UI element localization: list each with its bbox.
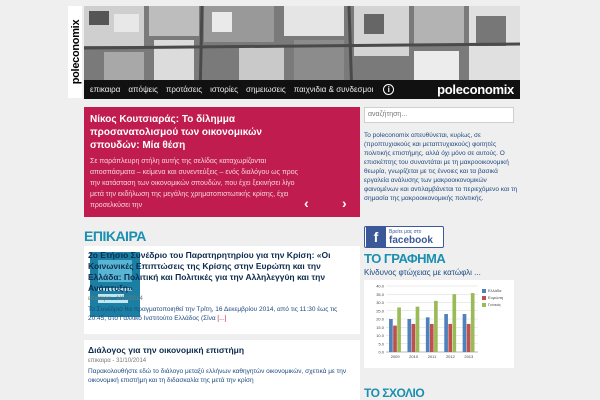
chart-y-tick-label: 20.0 bbox=[376, 316, 384, 322]
article-text bbox=[88, 250, 356, 323]
nav-item-protaseis[interactable]: προτάσεις bbox=[165, 85, 203, 94]
article-excerpt bbox=[88, 305, 356, 323]
chart-x-tick-label: 2013 bbox=[464, 354, 474, 359]
chart-bar bbox=[434, 301, 438, 352]
chart-bar bbox=[471, 293, 475, 352]
chart-y-tick-label: 35.0 bbox=[376, 291, 384, 297]
chart-bar bbox=[389, 319, 393, 352]
article-excerpt-text: Το Συνέδριο θα πραγματοποιηθεί την Τρίτη, 16 Δεκεμβρίου 2014, από τις 11:30 έως τις 20:45, στο Γαλλικό Ινστιτούτο Ελλάδος (Σίνα bbox=[88, 306, 338, 322]
chart-bar bbox=[448, 324, 452, 352]
about-text: Το poleconomix απευθύνεται, κυρίως, σε (προπτυχιακούς και μεταπτυχιακούς) φοιτητές πολιτικής επιστήμης, αλλά όχι μόνο σε αυτούς. Ο επισκέπτης του συναντάται με τη μακροοικονομική θεωρία, γνωρίζεται με τις έννοιες και τα βασικά εργαλεία ανάλυσης των μακροοικονομικών φαινομένων και αντιλαμβάνεται το περιεχόμενο και τη σημασία της μακροοικονομικής πολιτικής. bbox=[364, 132, 518, 202]
article-meta: επικαιρα - 1/12/2014 bbox=[88, 296, 143, 302]
chart-legend-swatch bbox=[482, 289, 486, 293]
chart-x-tick-label: 2011 bbox=[427, 354, 437, 359]
facebook-big-label: facebook bbox=[389, 234, 433, 246]
facebook-small-label: Βρείτε μας στο bbox=[389, 228, 422, 235]
chart-bar bbox=[412, 324, 416, 352]
chart-bar bbox=[467, 324, 471, 352]
graph-subtitle[interactable]: Κίνδυνος φτώχειας με κατώφλι ... bbox=[364, 268, 481, 277]
site-brand[interactable]: poleconomix bbox=[437, 82, 514, 97]
chart-bar bbox=[452, 294, 456, 352]
chart-y-tick-label: 0.0 bbox=[378, 349, 384, 355]
chart-legend-label: Ευρώπη bbox=[488, 295, 504, 300]
chart-bar bbox=[444, 314, 448, 352]
featured-slider bbox=[84, 107, 360, 217]
article-card bbox=[84, 340, 360, 400]
chart-legend-label: Ελλάδα bbox=[488, 288, 502, 293]
slider-body: Σε παράπλευρη στήλη αυτής της σελίδας καταχωρίζονται αποσπάσματα – κείμενα και συνεντεύξεις – ενός διαλόγου ως προς την κατάσταση των οικονομικών σπουδών, που έχει ξεκινήσει λίγο μετά την εκδήλωση της μεγάλης χρηματοπιστωτικής κρίσης, έχει προσελκύσει την bbox=[90, 158, 299, 209]
chart-y-tick-label: 40.0 bbox=[376, 283, 384, 289]
chart-bar bbox=[397, 307, 401, 352]
main-nav bbox=[84, 80, 520, 99]
chart-y-tick-label: 30.0 bbox=[376, 300, 384, 305]
section-heading-epikaira: ΕΠΙΚΑΙΡΑ bbox=[84, 228, 146, 244]
read-more-link[interactable]: [...] bbox=[217, 315, 227, 322]
facebook-icon: f bbox=[366, 227, 386, 247]
poverty-chart[interactable] bbox=[364, 280, 514, 368]
nav-item-istories[interactable]: ιστορίες bbox=[210, 85, 239, 94]
section-heading-graph: ΤΟ ΓΡΑΦΗΜΑ bbox=[364, 251, 446, 266]
article-excerpt: Παρακολουθήστε εδώ το διάλογο μεταξύ ελλήνων καθηγητών οικονομικών, σχετικά με την οικονομική επιστήμη και τη διδασκαλία της μετά την κρίση bbox=[88, 368, 347, 384]
vertical-logo-text: poleconomix bbox=[70, 19, 82, 85]
chart-legend-swatch bbox=[482, 296, 486, 300]
chart-x-tick-label: 2012 bbox=[445, 354, 455, 359]
nav-item-epikaira[interactable]: επικαιρα bbox=[90, 85, 121, 94]
chart-x-tick-label: 2010 bbox=[409, 354, 419, 359]
slider-prev-arrow-icon[interactable]: ‹ bbox=[304, 195, 309, 211]
search-input[interactable] bbox=[364, 107, 514, 123]
chart-bar bbox=[407, 319, 411, 352]
article-card bbox=[84, 246, 360, 334]
facebook-button[interactable] bbox=[364, 226, 444, 248]
section-heading-scholio: ΤΟ ΣΧΟΛΙΟ bbox=[364, 386, 425, 400]
chart-bar bbox=[416, 307, 420, 352]
nav-item-paixnidia[interactable]: παιχνιδια & συνδεσμοι bbox=[293, 85, 374, 94]
article-text bbox=[88, 345, 356, 385]
article-title[interactable]: 2ο Ετήσιο Συνέδριο του Παρατηρητηρίου για την Κρίση: «Οι Κοινωνικές Επιπτώσεις της Κρίσης στην Ευρώπη και την Ελλάδα: Πολιτική και Πολιτικές για την Αλληλεγγύη και την Ανάπτυξη» bbox=[88, 250, 331, 293]
chart-legend-label: Γενικός bbox=[488, 302, 501, 307]
nav-item-apopseis[interactable]: απόψεις bbox=[128, 85, 158, 94]
nav-item-simeioseis[interactable]: σημειωσεις bbox=[246, 85, 286, 94]
slider-next-arrow-icon[interactable]: › bbox=[342, 195, 347, 211]
chart-y-tick-label: 15.0 bbox=[376, 324, 384, 330]
chart-bar bbox=[430, 324, 434, 352]
chart-y-tick-label: 10.0 bbox=[376, 333, 384, 338]
chart-x-tick-label: 2009 bbox=[390, 354, 400, 359]
vertical-site-logo[interactable] bbox=[68, 6, 82, 98]
chart-bar bbox=[426, 317, 430, 352]
facebook-text bbox=[389, 229, 433, 246]
chart-bar bbox=[393, 326, 397, 352]
article-title[interactable]: Διάλογος για την οικονομική επιστήμη bbox=[88, 345, 245, 355]
search-placeholder: αναζήτηση... bbox=[368, 111, 408, 118]
chart-y-tick-label: 5.0 bbox=[378, 341, 384, 347]
info-icon[interactable]: i bbox=[383, 84, 394, 95]
chart-legend-swatch bbox=[482, 303, 486, 307]
chart-y-tick-label: 25.0 bbox=[376, 308, 384, 314]
article-meta: επικαιρα - 31/10/2014 bbox=[88, 358, 147, 364]
chart-bar bbox=[463, 314, 467, 352]
chart-svg bbox=[364, 280, 514, 368]
slider-title[interactable]: Νίκος Κουτσιαράς: Το δίλημμα προσανατολισμού των οικονομικών σπουδών: Μία θέση bbox=[90, 114, 262, 151]
